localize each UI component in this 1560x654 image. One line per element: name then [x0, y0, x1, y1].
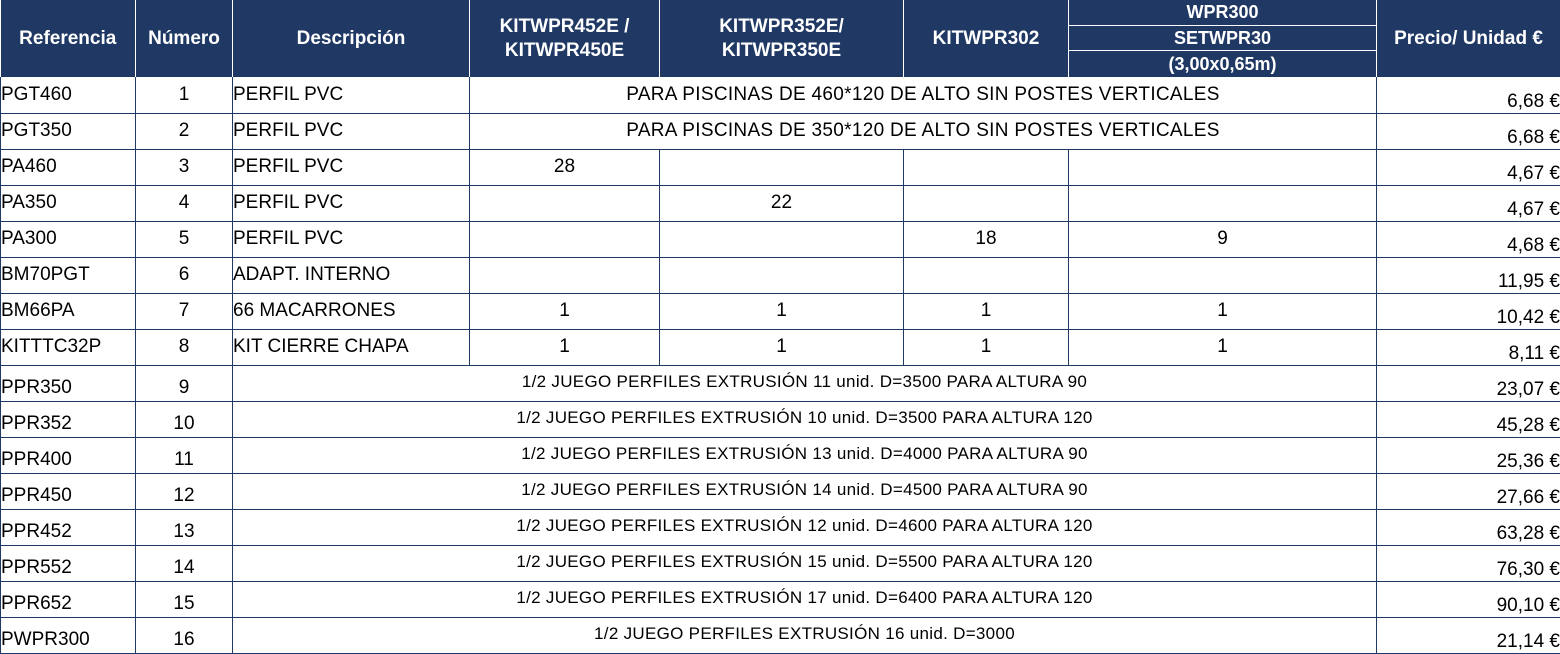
cell-kit-452 [470, 257, 660, 293]
cell-long-description: 1/2 JUEGO PERFILES EXTRUSIÓN 12 unid. D=4600 PARA ALTURA 120 [233, 509, 1377, 545]
header-numero: Número [136, 0, 233, 77]
cell-kit-302 [904, 185, 1069, 221]
cell-referencia: PWPR300 [1, 617, 136, 653]
table-row [1, 185, 1560, 221]
cell-referencia: PA350 [1, 185, 136, 221]
cell-precio: 21,14 € [1377, 617, 1560, 653]
table-row [1, 293, 1560, 329]
cell-numero: 16 [136, 617, 233, 653]
cell-long-description: 1/2 JUEGO PERFILES EXTRUSIÓN 14 unid. D=4500 PARA ALTURA 90 [233, 473, 1377, 509]
cell-descripcion: ADAPT. INTERNO [233, 257, 470, 293]
cell-precio: 8,11 € [1377, 329, 1560, 365]
cell-precio: 4,68 € [1377, 221, 1560, 257]
header-dimensions: (3,00x0,65m) [1069, 50, 1377, 77]
cell-numero: 9 [136, 365, 233, 401]
cell-kit-452: 1 [470, 329, 660, 365]
cell-kit-452 [470, 221, 660, 257]
cell-kit-452: 28 [470, 149, 660, 185]
cell-note: PARA PISCINAS DE 460*120 DE ALTO SIN POSTES VERTICALES [470, 77, 1377, 113]
table-row [1, 437, 1560, 473]
cell-referencia: PGT460 [1, 77, 136, 113]
table-row [1, 365, 1560, 401]
cell-numero: 14 [136, 545, 233, 581]
table-row [1, 257, 1560, 293]
cell-referencia: KITTTC32P [1, 329, 136, 365]
cell-long-description: 1/2 JUEGO PERFILES EXTRUSIÓN 15 unid. D=5500 PARA ALTURA 120 [233, 545, 1377, 581]
cell-wpr300: 1 [1069, 329, 1377, 365]
header-kit-452-line2: KITWPR450E [504, 39, 625, 61]
table-row [1, 509, 1560, 545]
cell-precio: 45,28 € [1377, 401, 1560, 437]
cell-wpr300 [1069, 149, 1377, 185]
cell-numero: 11 [136, 437, 233, 473]
table-row [1, 617, 1560, 653]
cell-precio: 4,67 € [1377, 185, 1560, 221]
cell-numero: 7 [136, 293, 233, 329]
table-row [1, 221, 1560, 257]
cell-long-description: 1/2 JUEGO PERFILES EXTRUSIÓN 11 unid. D=3500 PARA ALTURA 90 [233, 365, 1377, 401]
cell-precio: 11,95 € [1377, 257, 1560, 293]
table-row [1, 77, 1560, 113]
cell-referencia: PPR350 [1, 365, 136, 401]
cell-referencia: PPR352 [1, 401, 136, 437]
cell-numero: 10 [136, 401, 233, 437]
cell-precio: 6,68 € [1377, 113, 1560, 149]
cell-descripcion: PERFIL PVC [233, 221, 470, 257]
header-kit-352-line1: KITWPR352E/ [719, 15, 844, 37]
cell-referencia: PA460 [1, 149, 136, 185]
cell-numero: 13 [136, 509, 233, 545]
cell-referencia: BM70PGT [1, 257, 136, 293]
cell-numero: 5 [136, 221, 233, 257]
cell-precio: 6,68 € [1377, 77, 1560, 113]
cell-precio: 23,07 € [1377, 365, 1560, 401]
header-kit-352-line2: KITWPR350E [721, 39, 842, 61]
cell-kit-352: 1 [660, 293, 904, 329]
cell-numero: 8 [136, 329, 233, 365]
cell-numero: 3 [136, 149, 233, 185]
cell-wpr300 [1069, 257, 1377, 293]
cell-referencia: PPR400 [1, 437, 136, 473]
cell-kit-302: 1 [904, 293, 1069, 329]
header-wpr300: WPR300 [1069, 0, 1377, 25]
cell-kit-352 [660, 257, 904, 293]
cell-kit-352 [660, 149, 904, 185]
cell-kit-452: 1 [470, 293, 660, 329]
cell-kit-302: 1 [904, 329, 1069, 365]
cell-numero: 6 [136, 257, 233, 293]
header-referencia: Referencia [1, 0, 136, 77]
table-body [1, 77, 1560, 653]
cell-precio: 76,30 € [1377, 545, 1560, 581]
cell-numero: 1 [136, 77, 233, 113]
header-kit-452 [470, 0, 660, 77]
cell-precio: 90,10 € [1377, 581, 1560, 617]
table-header [1, 0, 1560, 77]
table-row [1, 401, 1560, 437]
cell-precio: 4,67 € [1377, 149, 1560, 185]
cell-long-description: 1/2 JUEGO PERFILES EXTRUSIÓN 16 unid. D=3000 [233, 617, 1377, 653]
cell-long-description: 1/2 JUEGO PERFILES EXTRUSIÓN 10 unid. D=3500 PARA ALTURA 120 [233, 401, 1377, 437]
cell-precio: 25,36 € [1377, 437, 1560, 473]
cell-descripcion: KIT CIERRE CHAPA [233, 329, 470, 365]
cell-descripcion: PERFIL PVC [233, 113, 470, 149]
cell-long-description: 1/2 JUEGO PERFILES EXTRUSIÓN 13 unid. D=4000 PARA ALTURA 90 [233, 437, 1377, 473]
cell-kit-302 [904, 257, 1069, 293]
table-row [1, 545, 1560, 581]
header-precio: Precio/ Unidad € [1377, 0, 1560, 77]
cell-kit-302 [904, 149, 1069, 185]
cell-referencia: PPR450 [1, 473, 136, 509]
header-kit-352 [660, 0, 904, 77]
cell-descripcion: PERFIL PVC [233, 149, 470, 185]
cell-numero: 12 [136, 473, 233, 509]
header-setwpr30: SETWPR30 [1069, 25, 1377, 50]
cell-kit-352 [660, 221, 904, 257]
cell-precio: 63,28 € [1377, 509, 1560, 545]
header-kit-302: KITWPR302 [904, 0, 1069, 77]
table-row [1, 473, 1560, 509]
cell-kit-452 [470, 185, 660, 221]
cell-referencia: PPR452 [1, 509, 136, 545]
cell-referencia: PA300 [1, 221, 136, 257]
cell-numero: 4 [136, 185, 233, 221]
cell-kit-352: 1 [660, 329, 904, 365]
cell-descripcion: 66 MACARRONES [233, 293, 470, 329]
table-row [1, 149, 1560, 185]
header-kit-452-line1: KITWPR452E / [499, 15, 630, 37]
cell-kit-302: 18 [904, 221, 1069, 257]
cell-referencia: BM66PA [1, 293, 136, 329]
cell-long-description: 1/2 JUEGO PERFILES EXTRUSIÓN 17 unid. D=6400 PARA ALTURA 120 [233, 581, 1377, 617]
cell-wpr300 [1069, 185, 1377, 221]
cell-wpr300: 9 [1069, 221, 1377, 257]
cell-wpr300: 1 [1069, 293, 1377, 329]
cell-referencia: PPR652 [1, 581, 136, 617]
cell-precio: 10,42 € [1377, 293, 1560, 329]
cell-numero: 2 [136, 113, 233, 149]
cell-numero: 15 [136, 581, 233, 617]
cell-note: PARA PISCINAS DE 350*120 DE ALTO SIN POSTES VERTICALES [470, 113, 1377, 149]
cell-precio: 27,66 € [1377, 473, 1560, 509]
cell-referencia: PGT350 [1, 113, 136, 149]
cell-kit-352: 22 [660, 185, 904, 221]
table-row [1, 581, 1560, 617]
cell-referencia: PPR552 [1, 545, 136, 581]
table-row [1, 113, 1560, 149]
header-descripcion: Descripción [233, 0, 470, 77]
cell-descripcion: PERFIL PVC [233, 185, 470, 221]
table-row [1, 329, 1560, 365]
cell-descripcion: PERFIL PVC [233, 77, 470, 113]
